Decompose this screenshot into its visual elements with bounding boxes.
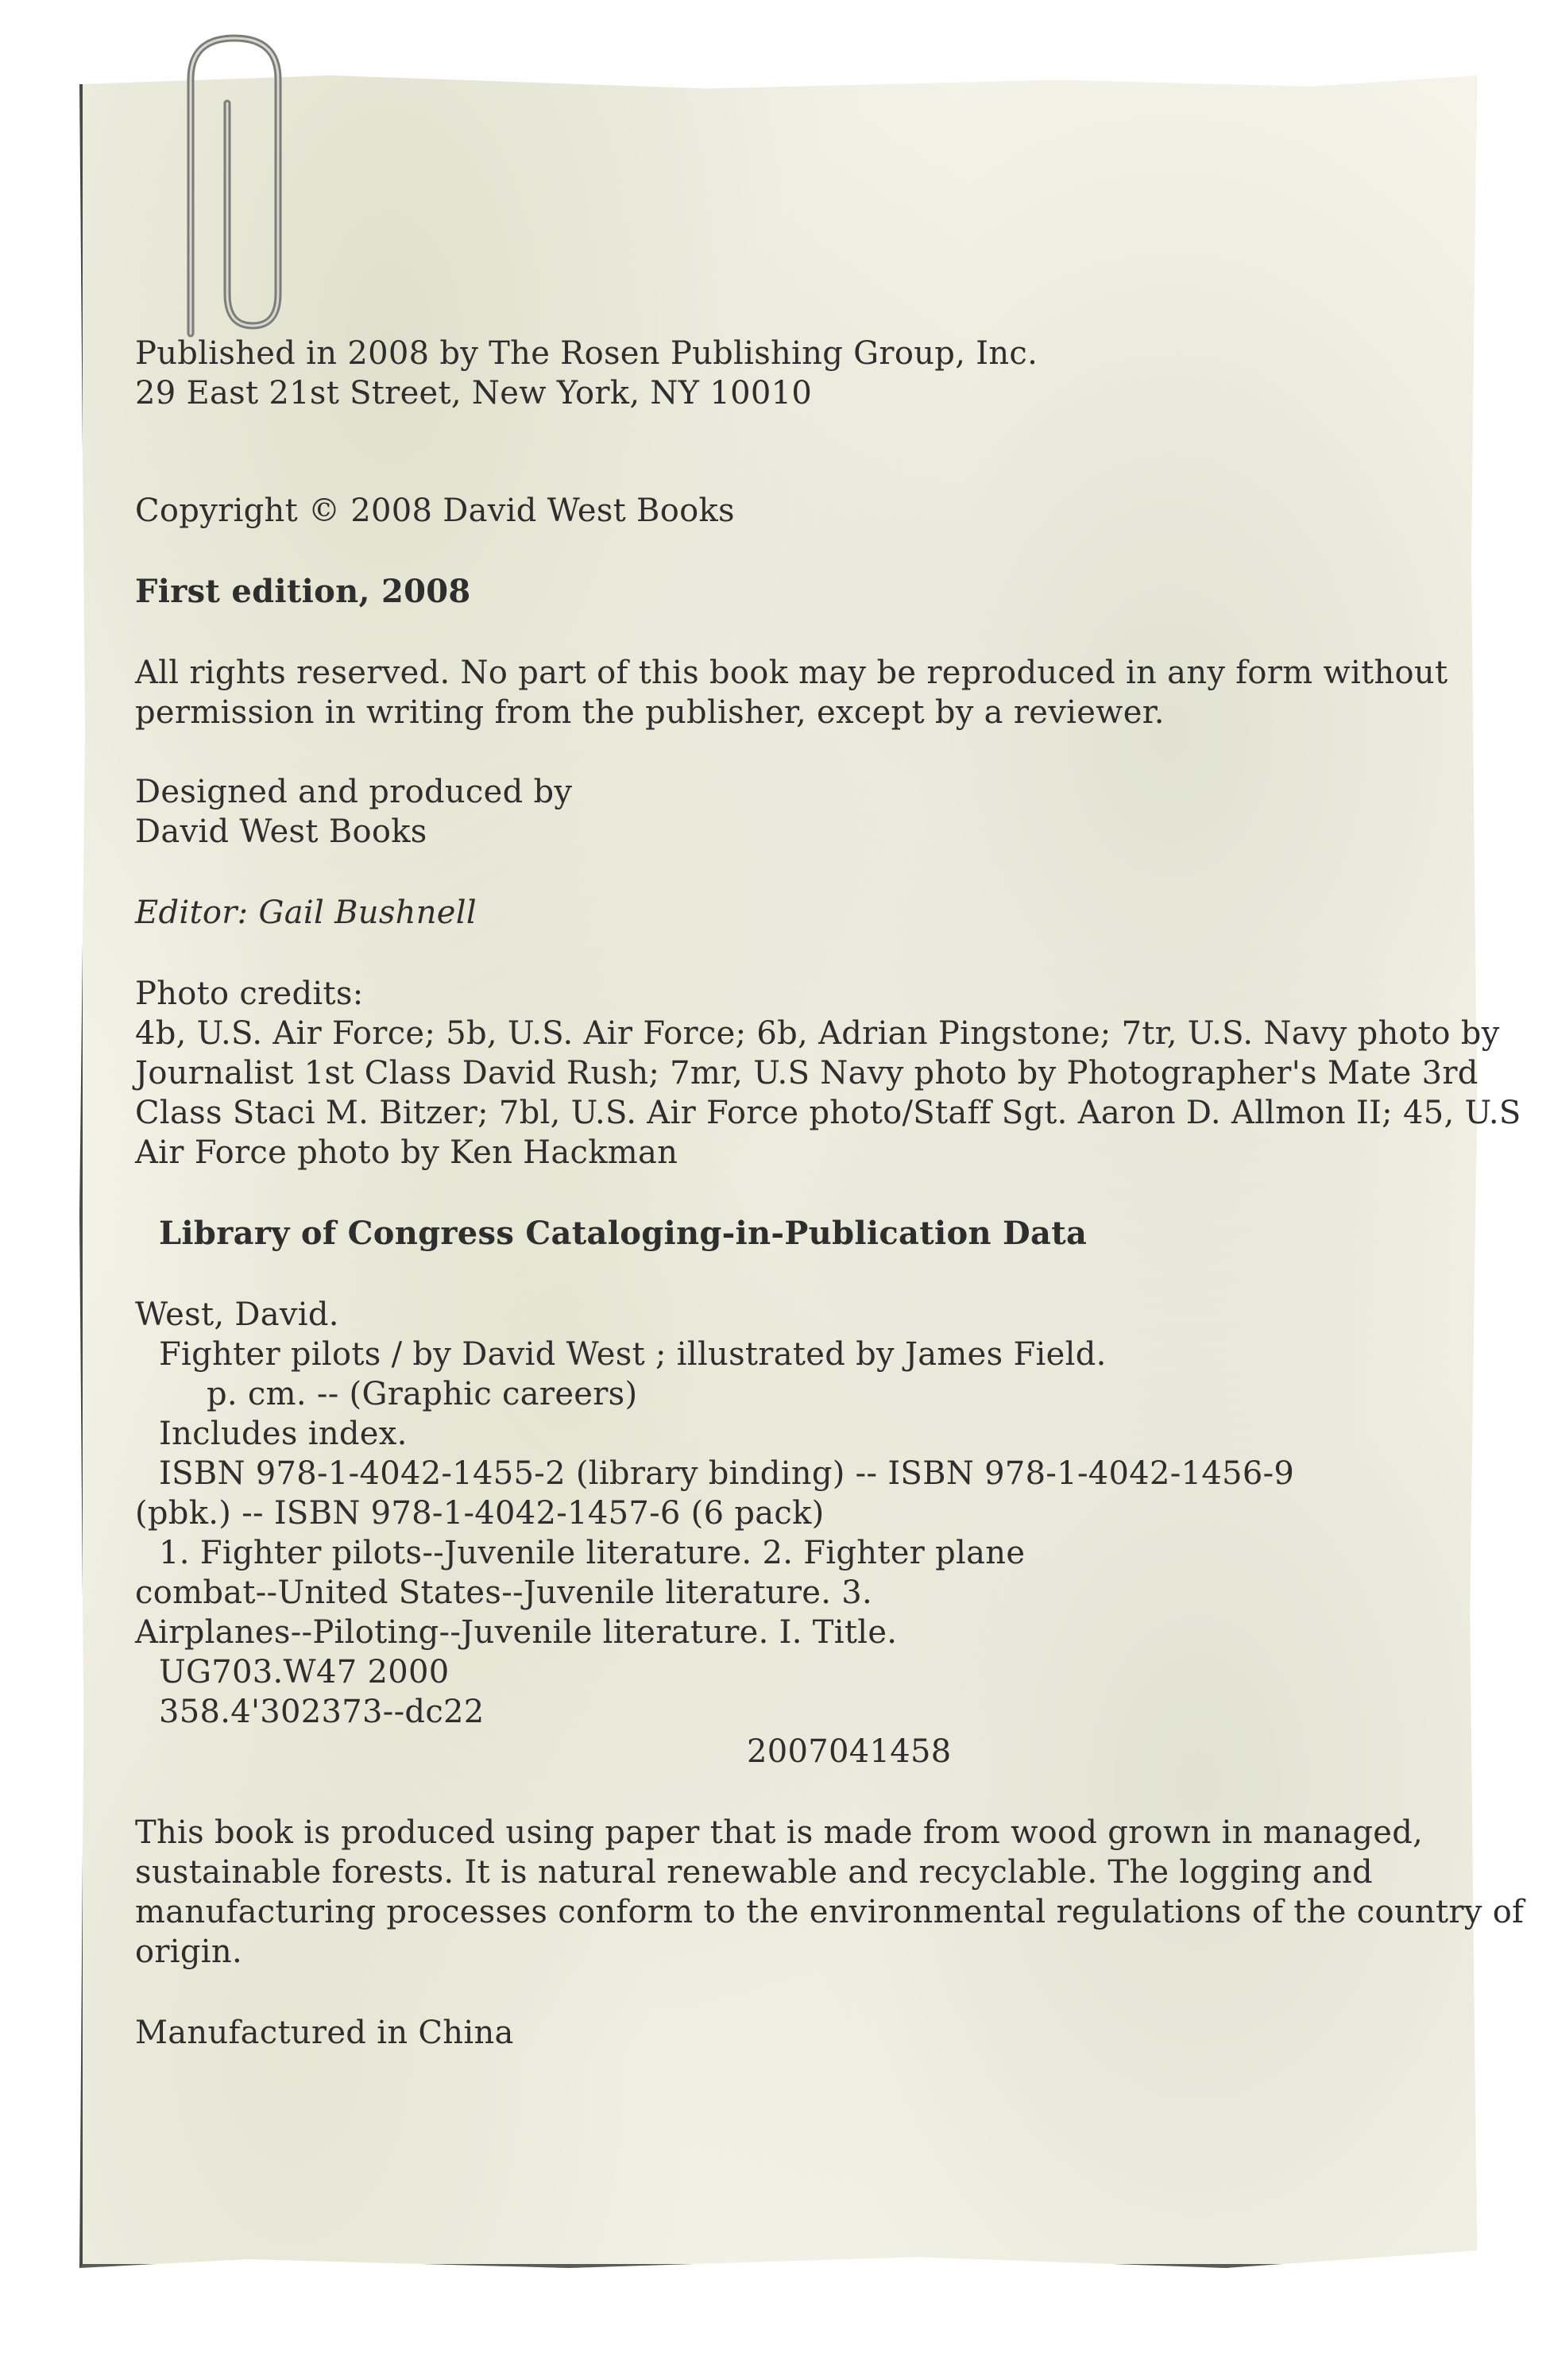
editor-line: Editor: Gail Bushnell [135, 894, 477, 931]
photo-credits-line: Air Force photo by Ken Hackman [135, 1134, 678, 1171]
rights-line-2: permission in writing from the publisher, except by a reviewer. [135, 694, 1165, 731]
design-block [135, 772, 1374, 852]
photo-credits-heading: Photo credits: [135, 976, 364, 1012]
edition-line: First edition, 2008 [135, 573, 471, 610]
cip-author: West, David. [135, 1296, 339, 1333]
cip-heading: Library of Congress Cataloging-in-Publication Data [159, 1215, 1088, 1252]
photo-credits-block [135, 974, 1521, 1173]
environment-line: origin. [135, 1934, 242, 1970]
photo-credits-line: Journalist 1st Class David Rush; 7mr, U.S Navy photo by Photographer's Mate 3rd [135, 1055, 1478, 1091]
cip-title-line: Fighter pilots / by David West ; illustrated by James Field. [159, 1336, 1107, 1373]
environment-line: This book is produced using paper that is made from wood grown in managed, [135, 1814, 1424, 1851]
cip-dewey: 358.4'302373--dc22 [159, 1694, 485, 1730]
cip-block [135, 1214, 1374, 1771]
cip-physical: p. cm. -- (Graphic careers) [207, 1376, 638, 1412]
cip-lc-class: UG703.W47 2000 [159, 1654, 450, 1690]
design-line-2: David West Books [135, 813, 427, 850]
copyright-line: Copyright © 2008 David West Books [135, 493, 735, 529]
cip-subjects-line-1: 1. Fighter pilots--Juvenile literature. 2. Fighter plane [159, 1535, 1026, 1571]
cip-subjects-line-3: Airplanes--Piloting--Juvenile literature. I. Title. [135, 1614, 898, 1651]
publisher-block [135, 334, 1374, 413]
manufactured-line: Manufactured in China [135, 2015, 514, 2051]
cip-lccn: 2007041458 [747, 1733, 952, 1770]
cip-subjects-line-2: combat--United States--Juvenile literature. 3. [135, 1574, 873, 1611]
photo-credits-line: 4b, U.S. Air Force; 5b, U.S. Air Force; 6b, Adrian Pingstone; 7tr, U.S. Navy photo by [135, 1015, 1500, 1052]
publisher-line-1: Published in 2008 by The Rosen Publishing Group, Inc. [135, 335, 1038, 372]
copyright-block [135, 491, 1374, 531]
edition-block [135, 572, 1374, 612]
cip-index: Includes index. [159, 1416, 408, 1452]
manufactured-block [135, 2013, 1374, 2053]
environment-line: sustainable forests. It is natural renewable and recyclable. The logging and [135, 1854, 1373, 1891]
environment-line: manufacturing processes conform to the environmental regulations of the country of [135, 1894, 1525, 1930]
photo-credits-line: Class Staci M. Bitzer; 7bl, U.S. Air Force photo/Staff Sgt. Aaron D. Allmon II; 45, U.S [135, 1095, 1521, 1131]
editor-block [135, 893, 1374, 933]
design-line-1: Designed and produced by [135, 774, 573, 810]
environment-block [135, 1813, 1525, 1972]
paperclip-icon [159, 32, 294, 350]
copyright-page-text [135, 334, 1525, 2053]
cip-isbn-line-1: ISBN 978-1-4042-1455-2 (library binding) -- ISBN 978-1-4042-1456-9 [159, 1455, 1295, 1492]
publisher-line-2: 29 East 21st Street, New York, NY 10010 [135, 375, 813, 411]
rights-line-1: All rights reserved. No part of this book may be reproduced in any form without [135, 655, 1448, 691]
rights-block [135, 653, 1448, 732]
cip-isbn-line-2: (pbk.) -- ISBN 978-1-4042-1457-6 (6 pack) [135, 1495, 825, 1532]
